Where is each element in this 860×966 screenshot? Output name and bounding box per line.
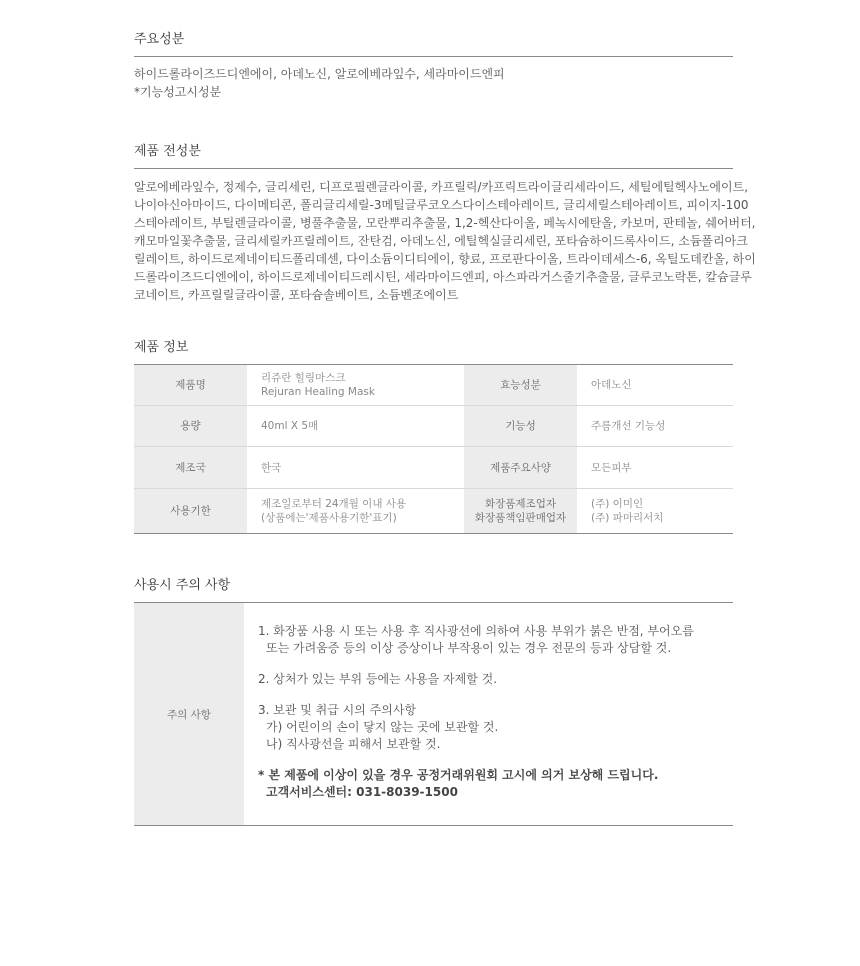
value-volume: 40ml X 5매 [247, 406, 464, 447]
label-active-ingredient: 효능성분 [464, 365, 577, 406]
full-ingredients-section [134, 144, 756, 304]
full-ingredients-title: 제품 전성분 [134, 144, 733, 169]
label-volume: 용량 [134, 406, 247, 447]
ingredients-line: 드롤라이즈드디엔에이, 하이드로제네이티드레시틴, 세라마이드엔피, 아스파라거스줄기추출물, 글루코노락톤, 칼슘글루 [134, 270, 752, 284]
value-expiry [247, 489, 464, 534]
label-expiry: 사용기한 [134, 489, 247, 534]
value-country: 한국 [247, 447, 464, 489]
main-ingredients-section [134, 32, 733, 101]
label-spec: 제품주요사양 [464, 447, 577, 489]
full-ingredients-text [134, 178, 756, 304]
ingredients-line: 캐모마일꽃추출물, 글리세릴카프릴레이트, 잔탄검, 아데노신, 에틸헥실글리세린, 포타슘하이드록사이드, 소듐폴리아크 [134, 234, 748, 248]
label-country: 제조국 [134, 447, 247, 489]
caution-item-3 [258, 702, 694, 753]
compensation-note [258, 767, 694, 801]
seller-value: (주) 파마리서치 [591, 512, 664, 524]
value-spec: 모든피부 [577, 447, 733, 489]
caution-label: 주의 사항 [134, 603, 244, 825]
value-manufacturer [577, 489, 733, 534]
product-name-ko: 리쥬란 힐링마스크 [261, 372, 346, 384]
ingredients-line: 스테아레이트, 부틸렌글라이콜, 병풀추출물, 모란뿌리추출물, 1,2-헥산다이올, 페녹시에탄올, 카보머, 판테놀, 쉐어버터, [134, 216, 756, 230]
ingredients-line: 코네이트, 카프릴릴글라이콜, 포타슘솔베이트, 소듐벤조에이트 [134, 288, 459, 302]
value-product-name [247, 365, 464, 406]
caution-item-2 [258, 671, 694, 688]
seller-label: 화장품책임판매업자 [474, 512, 567, 524]
expiry-line: 제조일로부터 24개월 이내 사용 [261, 498, 407, 510]
note-text: * 본 제품에 이상이 있을 경우 공정거래위원회 고시에 의거 보상해 드립니다. [258, 768, 659, 782]
value-function: 주름개선 기능성 [577, 406, 733, 447]
caution-section [134, 578, 733, 826]
manufacturer-value: (주) 이미인 [591, 498, 644, 510]
ingredients-line: 나이아신아마이드, 다이메티콘, 폴리글리세릴-3메틸글루코오스다이스테아레이트, 글리세릴스테아레이트, 피이지-100 [134, 198, 749, 212]
expiry-note: (상품에는'제품사용기한'표기) [261, 512, 397, 524]
ingredients-line: 릴레이트, 하이드로제네이티드폴리데센, 다이소듐이디티에이, 향료, 프로판다이올, 트라이데세스-6, 옥틸도데칸올, 하이 [134, 252, 756, 266]
product-info-section [134, 340, 733, 534]
value-active-ingredient: 아데노신 [577, 365, 733, 406]
ingredients-line: 알로에베라잎수, 정제수, 글리세린, 디프로필렌글라이콜, 카프릴릭/카프릭트라이글리세라이드, 세틸에틸헥사노에이트, [134, 180, 749, 194]
table-row [134, 406, 733, 447]
caution-text: 2. 상처가 있는 부위 등에는 사용을 자제할 것. [258, 672, 498, 686]
product-info-title: 제품 정보 [134, 340, 189, 355]
table-row [134, 447, 733, 489]
product-name-en: Rejuran Healing Mask [261, 386, 375, 398]
main-ingredients-line: 하이드롤라이즈드디엔에이, 아데노신, 알로에베라잎수, 세라마이드엔피 [134, 67, 505, 81]
label-product-name: 제품명 [134, 365, 247, 406]
table-row [134, 365, 733, 406]
caution-text: 나) 직사광선을 피해서 보관할 것. [266, 737, 441, 751]
label-manufacturer [464, 489, 577, 534]
caution-text: 3. 보관 및 취급 시의 주의사항 [258, 703, 417, 717]
caution-body [244, 603, 694, 825]
main-ingredients-text [134, 65, 733, 101]
manufacturer-label: 화장품제조업자 [484, 498, 556, 510]
caution-text: 가) 어린이의 손이 닿지 않는 곳에 보관할 것. [266, 720, 499, 734]
product-info-table [134, 364, 733, 534]
caution-title: 사용시 주의 사항 [134, 578, 231, 593]
customer-service: 고객서비스센터: 031-8039-1500 [266, 785, 458, 799]
functional-note: *기능성고시성분 [134, 85, 222, 99]
caution-box [134, 602, 733, 826]
main-ingredients-title: 주요성분 [134, 32, 733, 57]
table-row [134, 489, 733, 534]
caution-text: 1. 화장품 사용 시 또는 사용 후 직사광선에 의하여 사용 부위가 붉은 반점, 부어오름 [258, 624, 694, 638]
label-function: 기능성 [464, 406, 577, 447]
caution-text: 또는 가려움증 등의 이상 증상이나 부작용이 있는 경우 전문의 등과 상담할 것. [266, 641, 672, 655]
caution-item-1 [258, 623, 694, 657]
